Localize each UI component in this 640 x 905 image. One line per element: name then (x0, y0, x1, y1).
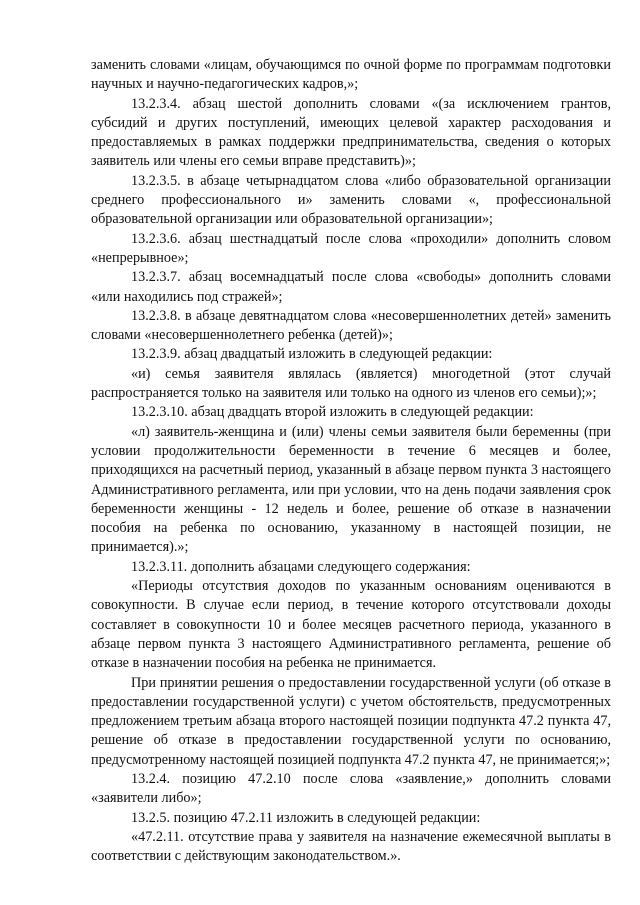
paragraph: 13.2.3.9. абзац двадцатый изложить в следующей редакции: (131, 346, 493, 363)
paragraph: 13.2.5. позицию 47.2.11 изложить в следующей редакции: (131, 809, 481, 826)
paragraph: 13.2.3.5. в абзаце четырнадцатом слова «либо образовательной организации среднего профессионального и» заменить словами «, профессиональной образовательной организации или образовательной организации»; (91, 172, 611, 228)
paragraph: «и) семья заявителя являлась (является) многодетной (этот случай распространяется только на заявителя или только на одного из членов его семьи);»; (91, 365, 611, 402)
paragraph: «Периоды отсутствия доходов по указанным основаниям оцениваются в совокупности. В случае если период, в течение которого отсутствовали доходы составляет в совокупности 10 и более месяцев расчетного периода, указанного в абзаце первом пункта 3 настоящего Административного регламента, решение об отказе в назначении пособия на ребенка не принимается. (91, 578, 611, 672)
document-body (91, 56, 611, 866)
paragraph: «47.2.11. отсутствие права у заявителя на назначение ежемесячной выплаты в соответствии с действующим законодательством.». (91, 828, 611, 865)
paragraph: 13.2.3.8. в абзаце девятнадцатом слова «несовершеннолетних детей» заменить словами «несовершеннолетнего ребенка (детей)»; (91, 307, 611, 344)
paragraph: заменить словами «лицам, обучающимся по очной форме по программам подготовки научных и научно-педагогических кадров,»; (91, 57, 611, 93)
paragraph: 13.2.3.10. абзац двадцать второй изложить в следующей редакции: (131, 404, 534, 421)
paragraph: 13.2.3.7. абзац восемнадцатый после слова «свободы» дополнить словами «или находились под стражей»; (91, 269, 611, 305)
paragraph: 13.2.3.6. абзац шестнадцатый после слова «проходили» дополнить словом «непрерывное»; (91, 230, 611, 266)
paragraph: 13.2.3.11. дополнить абзацами следующего содержания: (131, 558, 471, 575)
paragraph: 13.2.4. позицию 47.2.10 после слова «заявление,» дополнить словами «заявители либо»; (91, 770, 611, 807)
paragraph: При принятии решения о предоставлении государственной услуги (об отказе в предоставлении государственной услуги) с учетом обстоятельств, предусмотренных предложением третьим абзаца второго настоящей позиции подпункта 47.2 пункта 47, решение об отказе в предоставлении государственной услуги по основанию, предусмотренному настоящей позицией подпункта 47.2 пункта 47, не принимается;»; (91, 674, 611, 768)
paragraph: 13.2.3.4. абзац шестой дополнить словами «(за исключением грантов, субсидий и других поступлений, имеющих целевой характер расходования и предоставляемых в рамках поддержки предпринимательства, сведения о которых заявитель или члены его семьи вправе представить)»; (91, 95, 611, 170)
paragraph: «л) заявитель-женщина и (или) члены семьи заявителя были беременны (при условии продолжительности беременности в течение 6 месяцев и более, приходящихся на расчетный период, указанный в абзаце первом пункта 3 настоящего Административного регламента, или при условии, что на день подачи заявления срок беременности женщины - 12 недель и более, решение об отказе в назначении пособия на ребенка по основанию, указанному в настоящей позиции, не принимается).»; (91, 423, 611, 556)
